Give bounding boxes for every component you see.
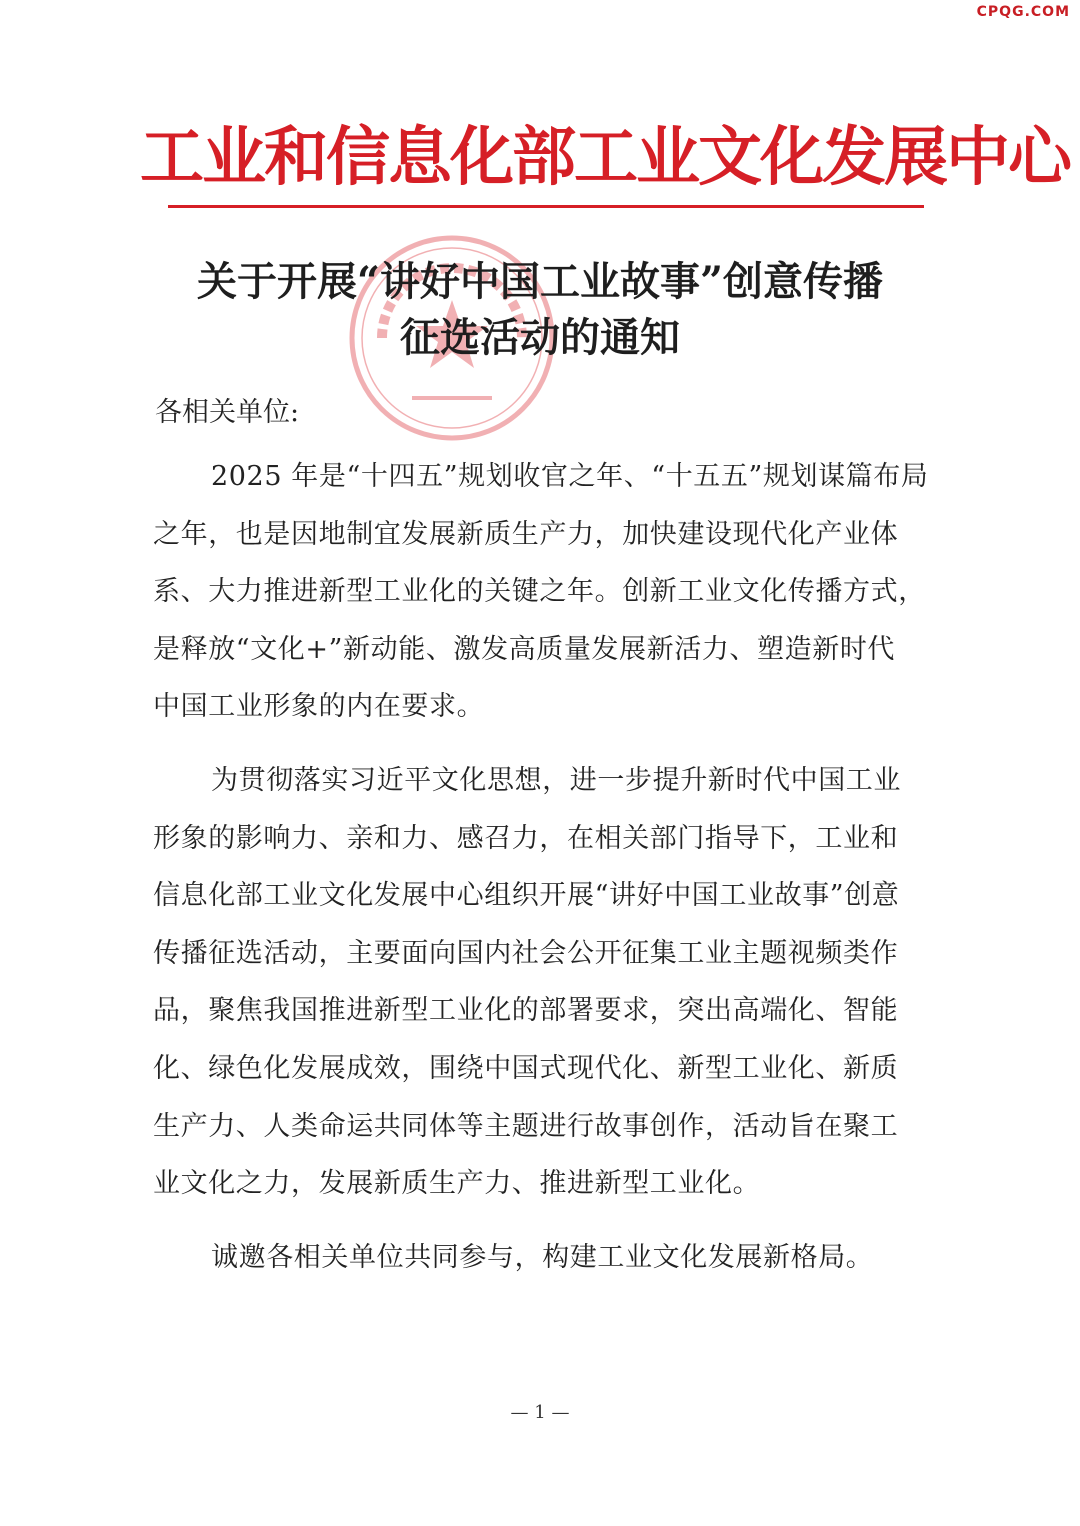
page-number: — 1 — (510, 1402, 570, 1423)
text-line: 化、绿色化发展成效，围绕中国式现代化、新型工业化、新质 (153, 1052, 899, 1084)
text-line: 是释放“文化+”新动能、激发高质量发展新活力、塑造新时代 (153, 633, 896, 665)
text-line: 之年，也是因地制宜发展新质生产力，加快建设现代化产业体 (153, 518, 899, 550)
text-line: 生产力、人类命运共同体等主题进行故事创作，活动旨在聚工 (153, 1110, 899, 1142)
text-line: 业文化之力，发展新质生产力、推进新型工业化。 (153, 1168, 761, 1200)
text-line: 中国工业形象的内在要求。 (153, 691, 485, 723)
letterhead-divider (168, 205, 924, 208)
notice-title (150, 254, 930, 366)
notice-title-line-2: 征选活动的通知 (400, 314, 680, 361)
paragraph-1 (153, 448, 933, 736)
text-line: 传播征选活动，主要面向国内社会公开征集工业主题视频类作 (153, 937, 899, 969)
paragraph-2 (153, 752, 933, 1213)
text-line: 诚邀各相关单位共同参与，构建工业文化发展新格局。 (211, 1241, 874, 1273)
text-line: 信息化部工业文化发展中心组织开展“讲好中国工业故事”创意 (153, 880, 900, 912)
text-line: 品，聚焦我国推进新型工业化的部署要求，突出高端化、智能 (153, 995, 899, 1027)
notice-title-line-1: 关于开展“讲好中国工业故事”创意传播 (196, 258, 883, 305)
paragraph-3 (153, 1229, 933, 1287)
text-line: 系、大力推进新型工业化的关键之年。创新工业文化传播方式， (153, 576, 926, 608)
letterhead-title: 工业和信息化部工业文化发展中心 (140, 121, 1070, 195)
salutation: 各相关单位: (155, 397, 300, 428)
text-line: 为贯彻落实习近平文化思想，进一步提升新时代中国工业 (211, 764, 901, 796)
text-line: 形象的影响力、亲和力、感召力，在相关部门指导下，工业和 (153, 822, 899, 854)
notice-body (153, 448, 933, 1302)
watermark: CPQG.COM (976, 4, 1070, 20)
text-line: 2025 年是“十四五”规划收官之年、“十五五”规划谋篇布局 (211, 461, 929, 492)
